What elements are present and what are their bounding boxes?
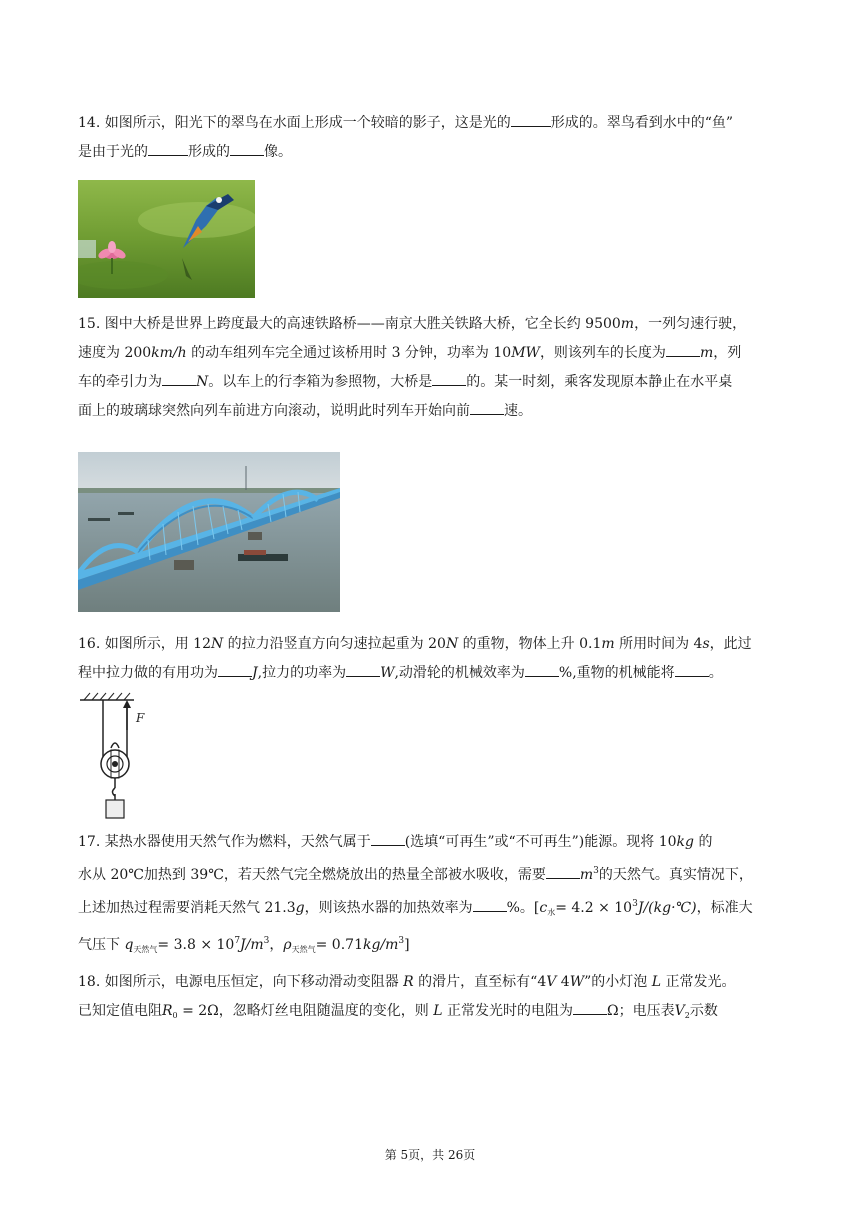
answer-blank[interactable] [346,662,380,677]
answer-blank[interactable] [666,342,700,357]
answer-blank[interactable] [546,864,580,879]
answer-blank[interactable] [470,400,504,415]
answer-blank[interactable] [218,662,252,677]
bridge-photo [78,452,340,612]
kingfisher-photo [78,180,255,298]
answer-blank[interactable] [473,897,507,912]
question-17: 17. 某热水器使用天然气作为燃料，天然气属于 (选填“可再生”或“不可再生”)能源。现将 10kg 的 水从 20℃加热到 39℃，若天然气完全燃烧放出的热量全部被水吸收，需要 $m^3$的天然气。真实情况下， 上述加热过程需要消耗天然气 21.3g，则该热水器的加热效率为 %。[$c_水= 4.2$ × $10^3J/(kg\cdot℃)$，标准大 气压下 $q_{天然气}= 3.8 \times 10^7J/m^3$，$\rho_{天然气}= 0.71kg/m^3$] [78,828,784,964]
answer-blank[interactable] [675,662,709,677]
answer-blank[interactable] [162,371,196,386]
answer-blank[interactable] [525,662,559,677]
answer-blank[interactable] [230,141,264,156]
answer-blank[interactable] [573,1000,607,1015]
page-footer: 第 5页，共 26页 [384,1148,476,1162]
pulley-diagram [78,690,158,822]
force-label: F [136,711,145,725]
question-18: 18. 如图所示，电源电压恒定，向下移动滑动变阻器 R 的滑片，直至标有“4V 4W”的小灯泡 L 正常发光。 已知定值电阻$R_0 = 2\Omega$，忽略灯丝电阻随温度的变化，则 L 正常发光时的电阻为 Ω；电压表$V_2$示数 [78,974,736,1020]
question-15: 15. 图中大桥是世界上跨度最大的高速铁路桥——南京大胜关铁路大桥，它全长约 9500m，一列匀速行驶， 速度为 200km/h 的动车组列车完全通过该桥用时 3 分钟，功率为 10MW，则该列车的长度为 m，列 车的牵引力为 N。以车上的行李箱为参照物，大桥是 的。某一时刻，乘客发现原本静止在水平桌 面上的玻璃球突然向列车前进方向滚动，说明此时列车开始向前 速。 [78,316,747,419]
answer-blank[interactable] [148,141,188,156]
question-14: 14. 如图所示，阳光下的翠鸟在水面上形成一个较暗的影子，这是光的 形成的。翠鸟看到水中的“鱼” 是由于光的 形成的 像。 [78,109,784,167]
answer-blank[interactable] [511,112,551,127]
question-16: 16. 如图所示，用 12N 的拉力沿竖直方向匀速拉起重为 20N 的重物，物体上升 0.1m 所用时间为 4s，此过 程中拉力做的有用功为 J,拉力的功率为 W,动滑轮的机械效率为 %,重物的机械能将 。 [78,636,752,681]
answer-blank[interactable] [432,371,466,386]
answer-blank[interactable] [371,831,405,846]
